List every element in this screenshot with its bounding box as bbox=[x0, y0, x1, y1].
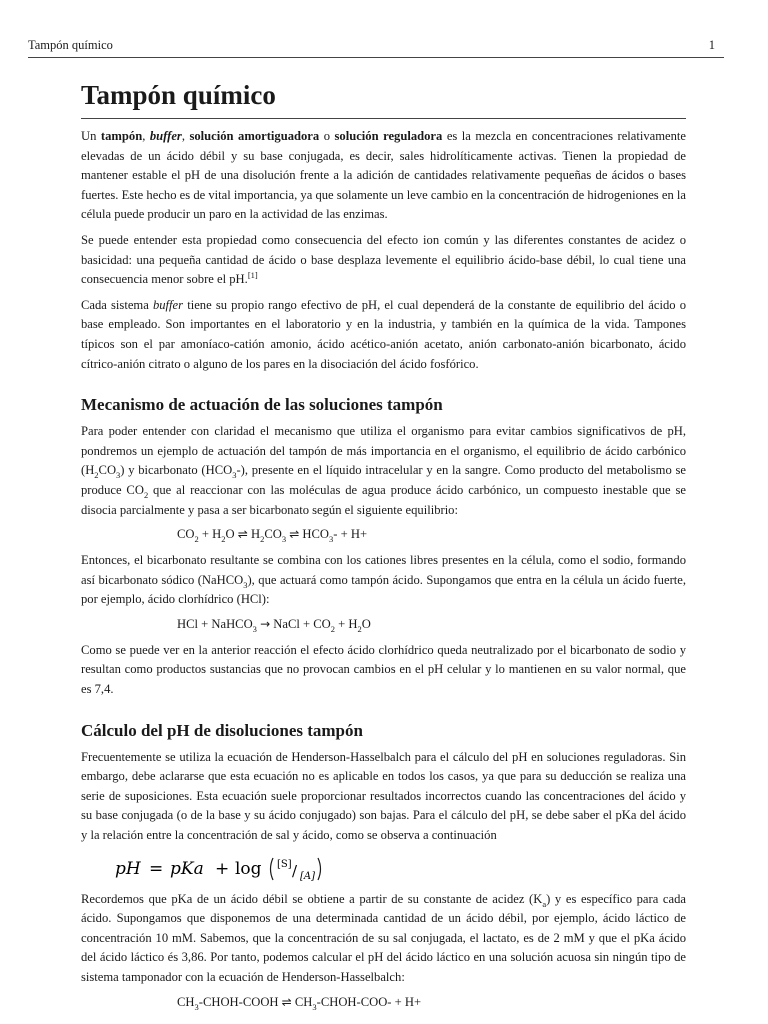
text: es la mezcla en concentraciones relativamente elevadas de un ácido débil y su base conjugada, es decir, sales hidrolíticamente activas. Tienen la propiedad de mantener estable el pH de una disolución frente a la adición de cantidades relativamente pequeñas de ácidos o bases fuertes. Este hecho es de vital importancia, ya que solamente un leve cambio en la concentración de hidrogeniones en la célula puede producir un paro en la actividad de las enzimas. bbox=[81, 129, 687, 222]
intro-paragraph-2 bbox=[81, 231, 686, 290]
formula-ph: pH bbox=[115, 858, 141, 879]
mecanismo-paragraph-3: Como se puede ver en la anterior reacción el efecto ácido clorhídrico queda neutralizado por el bicarbonato de sodio y resultan como productos sustancias que no provocan cambios en el pH celular y lo mantienen en su valor normal, que es 7,4. bbox=[81, 642, 686, 697]
text: Para poder entender con claridad el mecanismo que utiliza el organismo para evitar cambios significativos de pH, pondremos un ejemplo de actuación del tampón de más importancia en el organismo, el equilibrio de ácido carbónico (H bbox=[81, 424, 686, 478]
text: O bbox=[225, 527, 238, 542]
text: Recordemos que pKa de un ácido débil se obtiene a partir de su constante de acidez (K bbox=[81, 891, 543, 906]
calculo-paragraph-1: Frecuentemente se utiliza la ecuación de Henderson-Hasselbalch para el cálculo del pH en soluciones reguladoras. Sin embargo, debe aclararse que esta ecuación no es aplicable en todos los casos, ya que para su deducción se realiza una serie de suposiciones. Esta ecuación suele proporcionar resultados incorrectos cuando las concentraciones del ácido y su base conjugada (o de la base y su ácido conjugado) son bajas. Para el cálculo del pH, se debe saber el pKa del ácido y la relación entre la concentración de sal y ácido, como se observa a continuación bbox=[81, 749, 686, 843]
mecanismo-paragraph-1 bbox=[81, 422, 686, 520]
henderson-hasselbalch-formula bbox=[115, 854, 686, 884]
reaction-arrow-icon: → bbox=[260, 616, 271, 631]
text: , bbox=[142, 129, 146, 143]
formula-graphic bbox=[115, 854, 355, 884]
mecanismo-paragraph-2 bbox=[81, 551, 686, 610]
running-header bbox=[28, 38, 740, 56]
subscript: 2 bbox=[194, 534, 199, 545]
formula-denominator: [A] bbox=[300, 870, 316, 882]
section-heading-mecanismo: Mecanismo de actuación de las soluciones tampón bbox=[81, 395, 443, 415]
subscript: 3 bbox=[194, 1001, 199, 1012]
text: CO bbox=[177, 527, 195, 542]
reference-link[interactable]: [1] bbox=[247, 270, 258, 281]
formula-pka: pKa bbox=[170, 858, 204, 879]
right-paren bbox=[318, 858, 321, 880]
subscript: 2 bbox=[357, 623, 362, 634]
term-tampon: tampón bbox=[100, 129, 143, 143]
formula-plus: + bbox=[215, 858, 230, 879]
equilibrium-arrow-icon: ⇌ bbox=[289, 527, 300, 542]
subscript: 3 bbox=[312, 1001, 317, 1012]
formula-slash: / bbox=[292, 861, 298, 880]
text: -CHOH-COO- + H+ bbox=[316, 994, 422, 1009]
article-body bbox=[81, 78, 686, 1013]
text: ) y es específico para cada ácido. Supongamos que disponemos de una determinada cantidad de un ácido débil, por ejemplo, ácido láctico de concentración 10 mM. Sabemos, que la concentración de su sal conjugada, el lactato, es de 2 mM y que el pKa ácido del ácido láctico és 3,86. Por tanto, podemos calcular el pH del ácido láctico en una solución acuosa sin ningún tipo de sistema tamponador con la ecuación de Henderson-Hasselbalch: bbox=[81, 891, 686, 984]
term-buffer: buffer bbox=[149, 129, 182, 143]
term-buffer: buffer bbox=[152, 297, 184, 312]
page-title: Tampón químico bbox=[81, 78, 686, 119]
text: -), presente en el líquido intracelular y en la sangre. Como producto del metabolismo se produce CO bbox=[81, 463, 686, 497]
text: CH bbox=[177, 994, 195, 1009]
formula-log: log bbox=[235, 858, 262, 879]
subscript: 3 bbox=[329, 534, 334, 545]
text: CO bbox=[98, 463, 117, 478]
text: H bbox=[247, 527, 261, 542]
text: que al reaccionar con las moléculas de agua produce ácido carbónico, un compuesto inestable que se disocia parcialmente y pasa a ser bicarbonato según el siguiente equilibrio: bbox=[81, 482, 686, 517]
text: ), que actuará como tampón ácido. Supongamos que entra en la célula un ácido fuerte, por ejemplo, ácido clorhídrico (HCl): bbox=[81, 572, 687, 607]
equilibrium-equation bbox=[177, 523, 686, 545]
intro-paragraph-3 bbox=[81, 296, 686, 374]
text: -CHOH-COOH bbox=[198, 994, 282, 1009]
calculo-paragraph-2 bbox=[81, 890, 686, 988]
text: - + H+ bbox=[333, 527, 368, 542]
text: CH bbox=[291, 994, 313, 1009]
text: Se puede entender esta propiedad como consecuencia del efecto ion común y las diferentes constantes de acidez o basicidad: una pequeña cantidad de ácido o base desplaza levemente el equilibrio ácido-base débil, lo cual tiene una consecuencia menor sobre el pH. bbox=[81, 232, 686, 287]
term-solucion-amortiguadora: solución amortiguadora bbox=[189, 129, 320, 143]
left-paren bbox=[271, 858, 274, 880]
text: + H bbox=[198, 527, 222, 542]
header-rule bbox=[28, 57, 724, 58]
section-heading-calculo: Cálculo del pH de disoluciones tampón bbox=[81, 720, 363, 740]
subscript: 3 bbox=[281, 534, 287, 545]
subscript: 2 bbox=[260, 534, 265, 545]
text: tiene su propio rango efectivo de pH, el cual dependerá de la constante de equilibrio del ácido o base empleado. Son importantes en el laboratorio y en la industria, y también en la química de la vida. Tampones típicos son el par amoníaco-catión amonio, ácido acético-anión acetato, anión carbonato-anión bicarbonato, ácido cítrico-anión citrato o alguno de los pares en la disociación del ácido fosfórico. bbox=[81, 297, 686, 371]
lactic-acid-equation bbox=[177, 991, 686, 1013]
subscript: 2 bbox=[330, 623, 336, 634]
subscript: 3 bbox=[232, 470, 237, 481]
subscript: 3 bbox=[116, 470, 121, 481]
text: Entonces, el bicarbonato resultante se combina con los cationes libres presentes en la célula, como el sodio, formando así bicarbonato sódico (NaHCO bbox=[81, 553, 686, 587]
page-number: 1 bbox=[708, 38, 715, 52]
intro-paragraph-1 bbox=[81, 127, 686, 225]
text: NaCl + CO bbox=[270, 616, 331, 631]
text: CO bbox=[264, 527, 282, 542]
subscript: 2 bbox=[143, 489, 149, 500]
subscript: 3 bbox=[252, 623, 257, 634]
formula-equals: = bbox=[149, 858, 164, 879]
formula-numerator: [S] bbox=[277, 858, 292, 870]
subscript: 2 bbox=[221, 534, 226, 545]
term-solucion-reguladora: solución reguladora bbox=[334, 129, 443, 143]
text: HCl + NaHCO bbox=[177, 616, 253, 631]
text: o bbox=[323, 129, 330, 143]
text: ) y bicarbonato (HCO bbox=[120, 463, 233, 478]
text: HCO bbox=[299, 527, 330, 542]
equilibrium-arrow-icon: ⇌ bbox=[237, 527, 248, 542]
text: Cada sistema bbox=[81, 297, 149, 312]
subscript: 2 bbox=[94, 470, 99, 481]
subscript: a bbox=[542, 898, 547, 909]
text: O bbox=[361, 616, 371, 631]
subscript: 3 bbox=[243, 579, 248, 590]
text: , bbox=[181, 129, 185, 143]
text: + H bbox=[335, 616, 358, 631]
text: Un bbox=[81, 129, 97, 143]
running-title: Tampón químico bbox=[28, 38, 113, 52]
neutralization-equation bbox=[177, 613, 686, 635]
equilibrium-arrow-icon: ⇌ bbox=[281, 994, 292, 1009]
